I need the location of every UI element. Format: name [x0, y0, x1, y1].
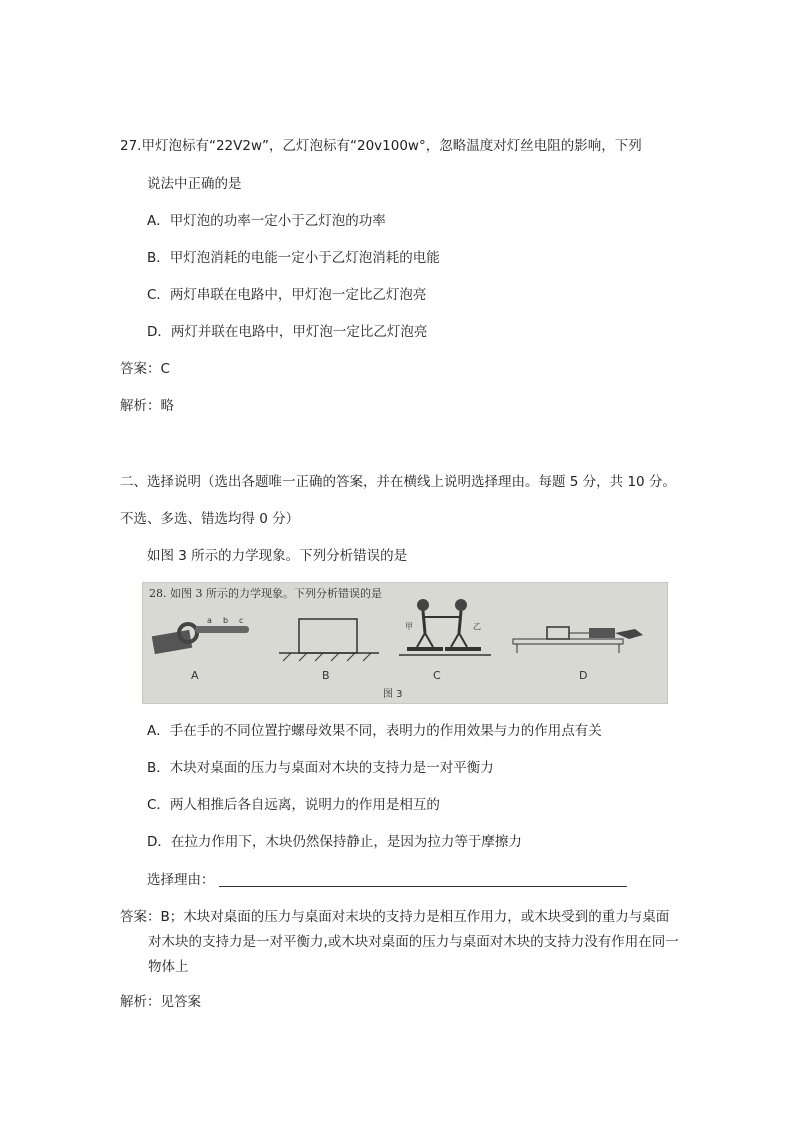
- q27-option-d: D．两灯并联在电路中，甲灯泡一定比乙灯泡亮: [147, 324, 428, 340]
- q27-option-a: A．甲灯泡的功率一定小于乙灯泡的功率: [147, 213, 386, 229]
- q27-stem-line2: 说法中正确的是: [147, 176, 242, 192]
- wrench-label-a: a: [207, 616, 212, 625]
- person-label-left: 甲: [405, 622, 413, 631]
- section2-heading-line1: 二、选择说明（选出各题唯一正确的答案，并在横线上说明选择理由。每题 5 分，共 10 分。: [120, 474, 676, 490]
- wrench-illustration: [152, 616, 249, 654]
- figure-label-d: D: [579, 669, 588, 682]
- reason-blank[interactable]: [219, 872, 627, 887]
- q28-answer: [120, 905, 680, 980]
- q28-analysis: 解析：见答案: [120, 994, 201, 1010]
- figure-label-a: A: [191, 669, 199, 682]
- block-pulled-by-spring-scale-illustration: [513, 627, 643, 653]
- two-people-pushing-illustration: [399, 599, 491, 655]
- section2-heading-line2: 不选、多选、错选均得 0 分）: [120, 511, 300, 527]
- reason-label: 选择理由：: [147, 872, 215, 888]
- figure-caption-top: 28. 如图 3 所示的力学现象。下列分析错误的是: [149, 587, 382, 600]
- wrench-label-b: b: [223, 616, 229, 625]
- q28-answer-text: B；木块对桌面的压力与桌面对末块的支持力是相互作用力，或木块受到的重力与桌面对木块的支持力是一对平衡力,或木块对桌面的压力与桌面对木块的支持力没有作用在同一物体上: [148, 909, 679, 975]
- q28-option-b: B．木块对桌面的压力与桌面对木块的支持力是一对平衡力: [147, 760, 494, 776]
- reason-line: [147, 870, 627, 890]
- q28-option-d: D．在拉力作用下，木块仍然保持静止，是因为拉力等于摩擦力: [147, 834, 522, 850]
- q27-analysis: 解析：略: [120, 398, 174, 414]
- q28-answer-label: 答案：: [120, 909, 161, 925]
- person-label-right: 乙: [473, 622, 481, 631]
- q28-option-a: A．手在手的不同位置拧螺母效果不同，表明力的作用效果与力的作用点有关: [147, 723, 602, 739]
- q27-stem-line1: 27.甲灯泡标有“22V2w”，乙灯泡标有“20v100w°，忽略温度对灯丝电阻的影响，下列: [120, 138, 642, 154]
- q27-option-b: B．甲灯泡消耗的电能一定小于乙灯泡消耗的电能: [147, 250, 440, 266]
- wrench-label-c: c: [239, 616, 244, 625]
- q27-answer: 答案：C: [120, 361, 170, 377]
- figure-label-c: C: [433, 669, 441, 682]
- q28-stem: 如图 3 所示的力学现象。下列分析错误的是: [147, 548, 408, 564]
- block-on-table-illustration: [279, 619, 379, 661]
- q27-option-c: C．两灯串联在电路中，甲灯泡一定比乙灯泡亮: [147, 287, 427, 303]
- figure-3: [142, 582, 668, 704]
- q28-option-c: C．两人相推后各自远离，说明力的作用是相互的: [147, 797, 440, 813]
- figure-number-caption: 图 3: [383, 689, 403, 700]
- figure-label-b: B: [322, 669, 330, 682]
